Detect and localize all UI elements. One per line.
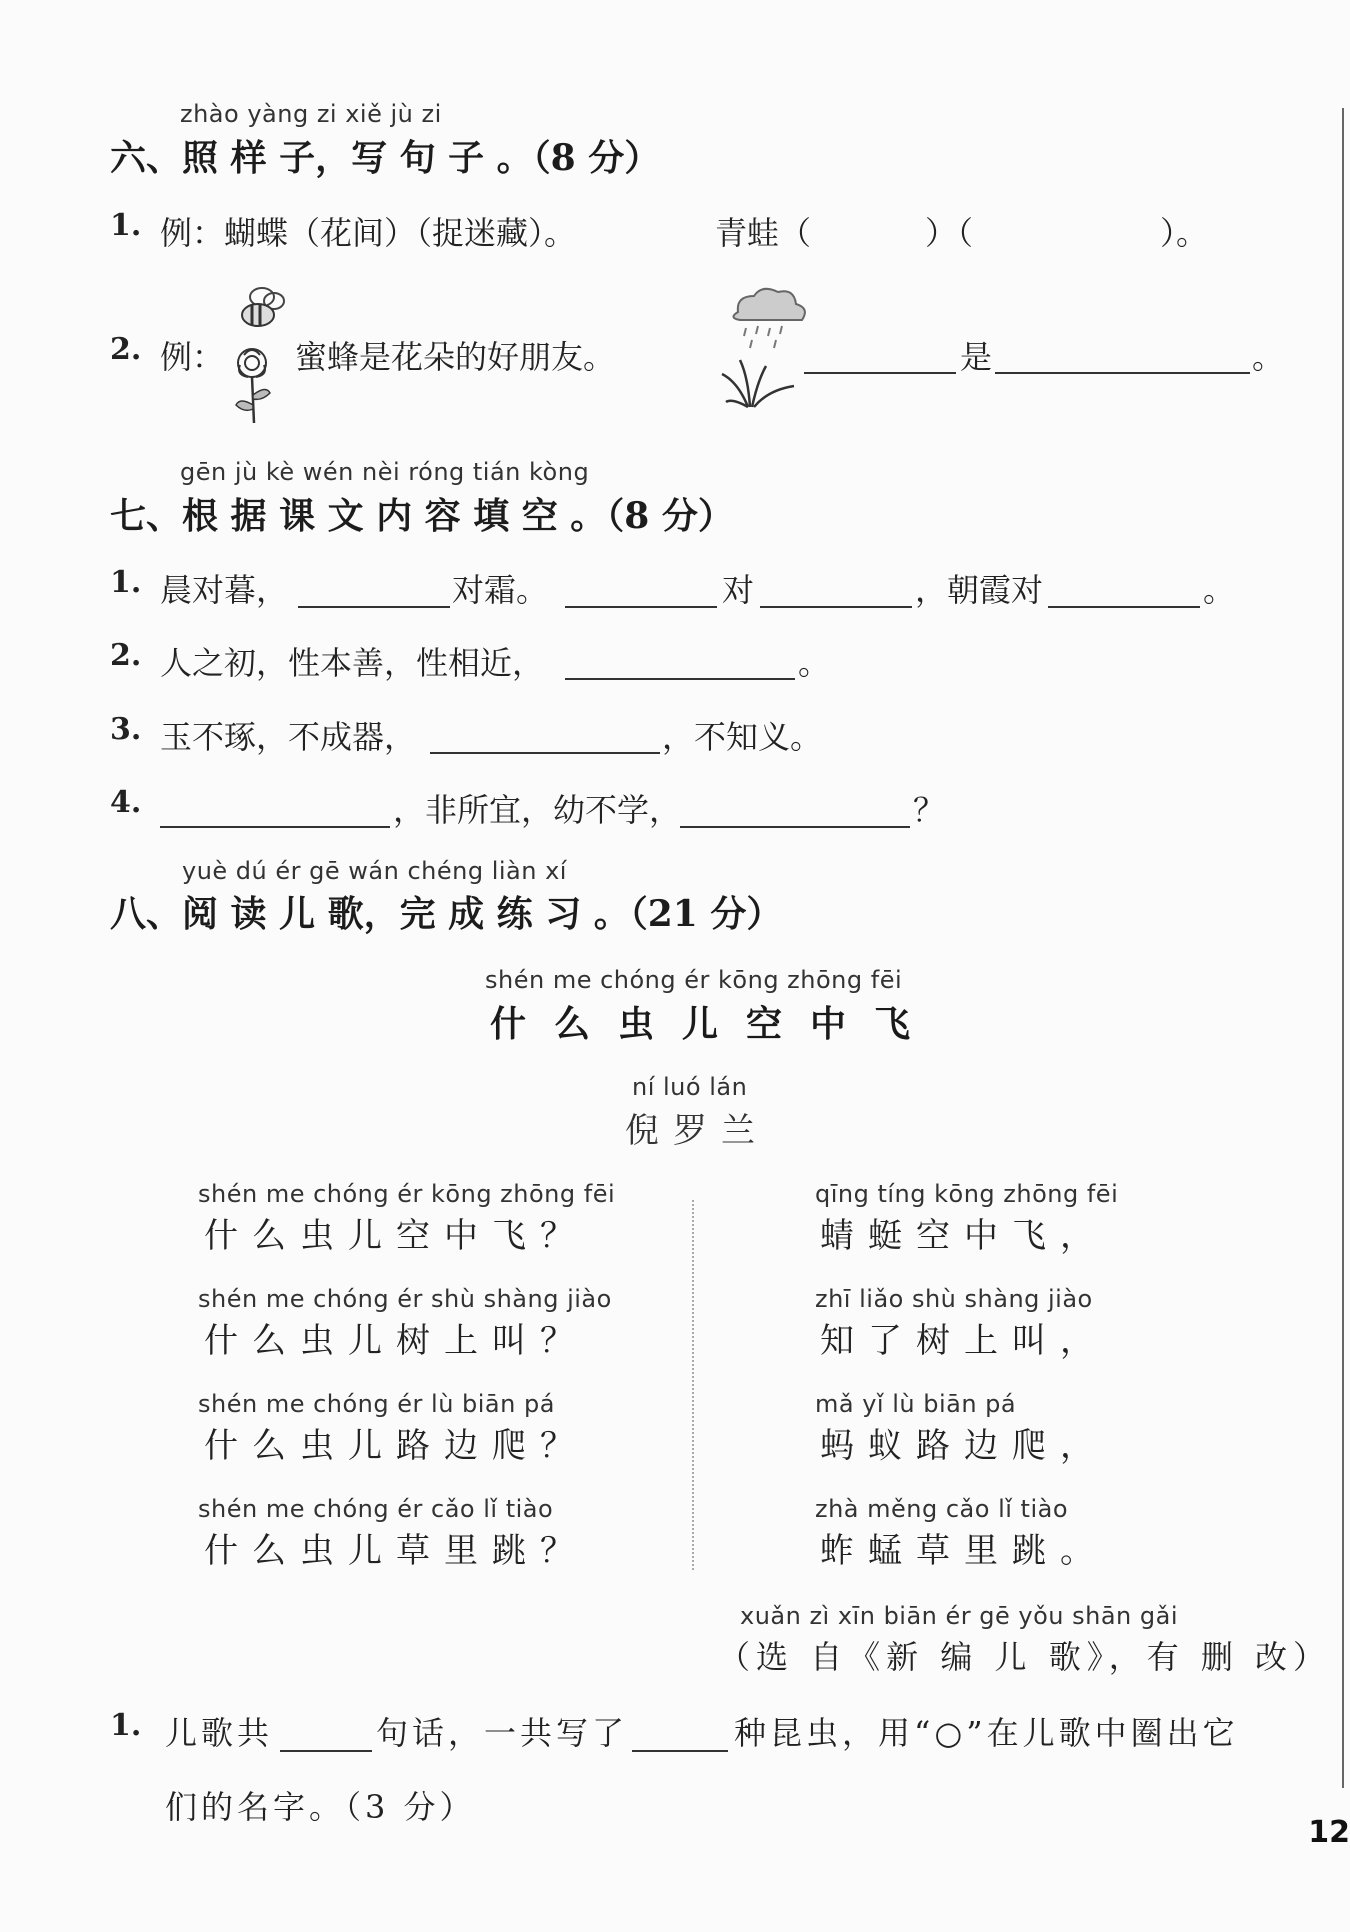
s7-q1-b: 对霜。: [452, 571, 549, 609]
s8-q1-c: 种昆虫，用“○”在儿歌中圈出它: [734, 1714, 1239, 1752]
poem-left-line-4: 什么虫儿草里跳？: [204, 1531, 588, 1571]
s7-q1-e: 。: [1203, 571, 1236, 609]
poem-left-pinyin-2: shén me chóng ér shù shàng jiào: [198, 1285, 612, 1313]
s8-q1-blank-2[interactable]: [632, 1750, 728, 1752]
page-number: 12: [1308, 1815, 1350, 1850]
source-pinyin: xuǎn zì xīn biān ér gē yǒu shān gǎi: [740, 1602, 1179, 1630]
s7-q3-a: 玉不琢，不成器，: [160, 718, 417, 756]
s6-q1-mid: ）（: [925, 214, 974, 252]
s6-q2-shi: 是: [960, 338, 993, 376]
poem-right-pinyin-4: zhà měng cǎo lǐ tiào: [815, 1495, 1069, 1523]
s7-q4-b: ？: [913, 791, 946, 829]
poem-right-line-1: 蜻蜓空中飞，: [820, 1216, 1108, 1256]
section8-pinyin: yuè dú ér gē wán chéng liàn xí: [182, 857, 567, 885]
poem-source: （选 自《新 编 儿 歌》，有 删 改）: [718, 1638, 1332, 1676]
poem-left-line-1: 什么虫儿空中飞？: [204, 1216, 588, 1256]
s7-q3-blank[interactable]: [430, 752, 660, 754]
section6-heading: 六、照 样 子，写 句 子 。（8 分）: [110, 137, 661, 179]
s7-q2-blank[interactable]: [565, 678, 795, 680]
flower-icon: [238, 349, 266, 377]
s6-q1-number: 1.: [110, 208, 142, 243]
s7-q2-number: 2.: [110, 638, 142, 673]
page-margin-line: [1342, 108, 1344, 1788]
s6-q1-frog: 青蛙（: [715, 214, 812, 252]
s6-q1-end: ）。: [1160, 214, 1209, 252]
s6-q2-blank-2[interactable]: [995, 372, 1250, 374]
s7-q1-d: ，朝霞对: [915, 571, 1044, 609]
s7-q2-a: 人之初，性本善，性相近，: [160, 644, 545, 682]
s8-q1-b: 句话，一共写了: [376, 1714, 629, 1752]
s7-q1-blank-1[interactable]: [298, 606, 450, 608]
poem-left-line-3: 什么虫儿路边爬？: [204, 1426, 588, 1466]
poem-right-pinyin-3: mǎ yǐ lù biān pá: [815, 1390, 1017, 1418]
s7-q3-b: ，不知义。: [662, 718, 823, 756]
s6-q2-label: 例：: [160, 338, 225, 376]
poem-left-pinyin-1: shén me chóng ér kōng zhōng fēi: [198, 1180, 616, 1208]
poem-title-pinyin: shén me chóng ér kōng zhōng fēi: [485, 966, 903, 994]
poem-right-pinyin-1: qīng tíng kōng zhōng fēi: [815, 1180, 1119, 1208]
s7-q1-number: 1.: [110, 565, 142, 600]
s7-q1-c: 对: [722, 571, 755, 609]
s7-q1-a: 晨对暮，: [160, 571, 289, 609]
s8-q1-a: 儿歌共: [165, 1714, 274, 1752]
poem-title: 什么虫儿空中飞: [490, 1003, 939, 1045]
rain-grass-illustration: [718, 282, 818, 412]
poem-left-pinyin-3: shén me chóng ér lù biān pá: [198, 1390, 555, 1418]
s8-q1-blank-1[interactable]: [280, 1750, 372, 1752]
bee-wing-icon: [250, 288, 274, 306]
s7-q2-b: 。: [798, 644, 831, 682]
poem-right-line-3: 蚂蚁路边爬，: [820, 1426, 1108, 1466]
s7-q4-blank-1[interactable]: [160, 826, 390, 828]
s6-q2-number: 2.: [110, 332, 142, 367]
poem-author-pinyin: ní luó lán: [632, 1073, 748, 1101]
section7-pinyin: gēn jù kè wén nèi róng tián kòng: [180, 458, 590, 486]
poem-left-pinyin-4: shén me chóng ér cǎo lǐ tiào: [198, 1495, 554, 1523]
grass-icon: [722, 360, 794, 407]
s6-q2-example: 蜜蜂是花朵的好朋友。: [295, 338, 616, 376]
s7-q4-a: ，非所宜，幼不学，: [393, 791, 682, 829]
cloud-icon: [733, 289, 804, 320]
s6-q2-blank-1[interactable]: [804, 372, 956, 374]
s7-q4-blank-2[interactable]: [680, 826, 910, 828]
poem-right-line-4: 蚱蜢草里跳。: [820, 1531, 1108, 1571]
s8-q1-number: 1.: [110, 1708, 142, 1743]
s7-q3-number: 3.: [110, 712, 142, 747]
s7-q1-blank-4[interactable]: [1048, 606, 1200, 608]
poem-right-pinyin-2: zhī liǎo shù shàng jiào: [815, 1285, 1093, 1313]
section6-pinyin: zhào yàng zi xiě jù zi: [180, 100, 442, 128]
poem-right-line-2: 知了树上叫，: [820, 1321, 1108, 1361]
s6-q2-end: 。: [1252, 338, 1285, 376]
rain-icon: [744, 326, 782, 348]
section8-heading: 八、阅 读 儿 歌，完 成 练 习 。（21 分）: [110, 893, 783, 935]
poem-left-line-2: 什么虫儿树上叫？: [204, 1321, 588, 1361]
section7-heading: 七、根 据 课 文 内 容 填 空 。（8 分）: [110, 495, 734, 537]
bee-body-icon: [242, 304, 274, 326]
s7-q4-number: 4.: [110, 785, 142, 820]
s8-q1-d: 们的名字。（3 分）: [165, 1788, 476, 1826]
poem-author: 倪罗兰: [625, 1111, 769, 1151]
s7-q1-blank-3[interactable]: [760, 606, 912, 608]
s7-q1-blank-2[interactable]: [565, 606, 717, 608]
s6-q1-example: 例：蝴蝶（花间）（捉迷藏）。: [160, 214, 577, 252]
poem-divider: [692, 1200, 694, 1570]
bee-flower-illustration: [222, 285, 292, 425]
